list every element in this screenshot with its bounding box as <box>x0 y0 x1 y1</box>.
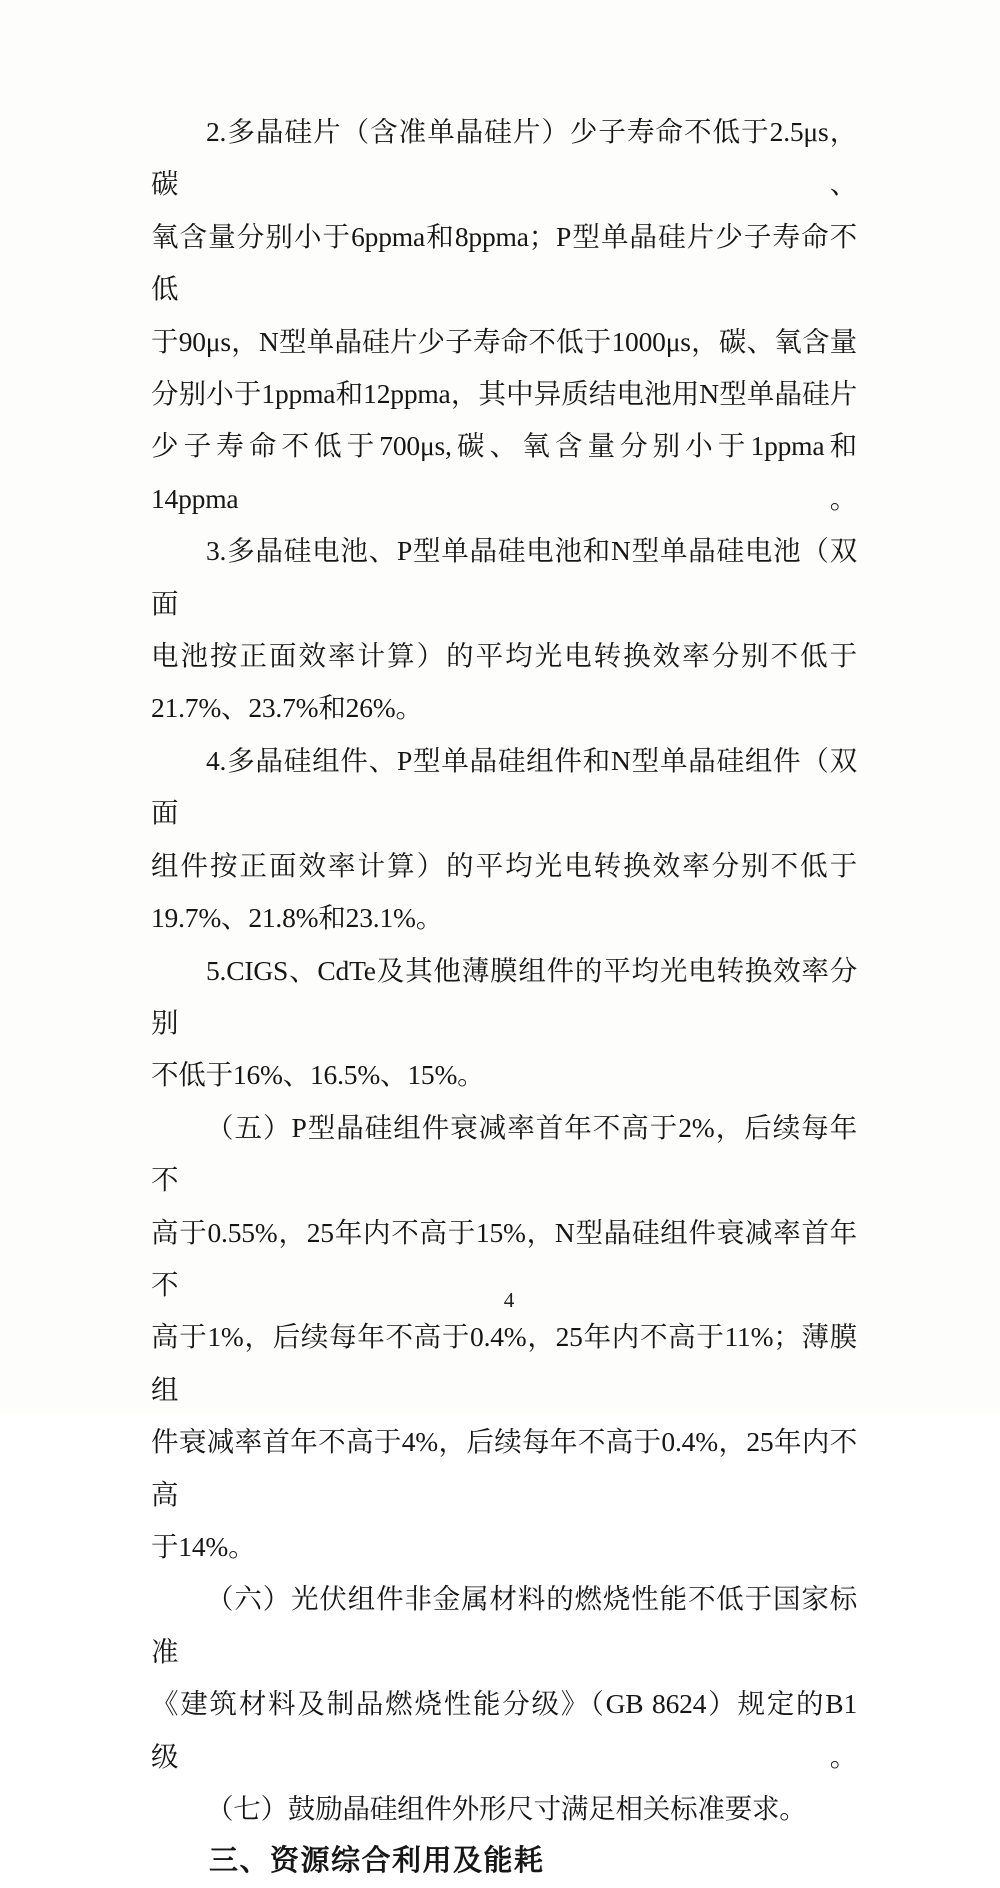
paragraph <box>151 1102 857 1574</box>
text-line: 5.CIGS、CdTe及其他薄膜组件的平均光电转换效率分别 <box>151 954 857 1038</box>
text-line: 氧含量分别小于6ppma和8ppma；P型单晶硅片少子寿命不低 <box>151 220 857 305</box>
document-body <box>151 106 857 1888</box>
paragraph <box>151 525 857 735</box>
text-line: 少子寿命不低于700μs,碳、氧含量分别小于1ppma和14ppma。 <box>151 430 857 514</box>
page-footer <box>0 1288 1000 1313</box>
text-line: 《建筑材料及制品燃烧性能分级》（GB 8624）规定的B1级。 <box>151 1688 857 1772</box>
text-line: 于90μs，N型单晶硅片少子寿命不低于1000μs，碳、氧含量 <box>151 325 857 357</box>
text-line: 高于1%，后续每年不高于0.4%，25年内不高于11%；薄膜组 <box>151 1321 857 1405</box>
paragraph <box>151 106 857 525</box>
paragraph <box>151 945 857 1102</box>
text-line: 件衰减率首年不高于4%，后续每年不高于0.4%，25年内不高 <box>151 1426 857 1510</box>
text-line: 组件按正面效率计算）的平均光电转换效率分别不低于 <box>151 849 857 881</box>
text-line: 三、资源综合利用及能耗 <box>209 1845 545 1878</box>
section-heading <box>151 1835 857 1887</box>
text-line: （七）鼓励晶硅组件外形尺寸满足相关标准要求。 <box>206 1793 807 1824</box>
text-line: 高于0.55%，25年内不高于15%，N型晶硅组件衰减率首年不 <box>151 1216 857 1300</box>
text-line: 2.多晶硅片（含准单晶硅片）少子寿命不低于2.5μs，碳、 <box>151 116 857 200</box>
text-line: 21.7%、23.7%和26%。 <box>151 692 423 724</box>
text-line: （五）P型晶硅组件衰减率首年不高于2%，后续每年不 <box>151 1111 857 1196</box>
text-line: 不低于16%、16.5%、15%。 <box>151 1059 485 1091</box>
text-line: 4.多晶硅组件、P型单晶硅组件和N型单晶硅组件（双面 <box>151 744 857 829</box>
text-line: （六）光伏组件非金属材料的燃烧性能不低于国家标准 <box>151 1583 857 1667</box>
paragraph <box>151 1573 857 1783</box>
paragraph <box>151 735 857 945</box>
text-line: 3.多晶硅电池、P型单晶硅电池和N型单晶硅电池（双面 <box>151 535 857 619</box>
page-number: 4 <box>503 1288 515 1312</box>
text-line: 分别小于1ppma和12ppma，其中异质结电池用N型单晶硅片 <box>151 378 857 410</box>
paragraph <box>151 1783 857 1835</box>
text-line: 19.7%、21.8%和23.1%。 <box>151 902 443 934</box>
text-line: 电池按正面效率计算）的平均光电转换效率分别不低于 <box>151 640 857 672</box>
text-line: 于14%。 <box>151 1530 256 1562</box>
